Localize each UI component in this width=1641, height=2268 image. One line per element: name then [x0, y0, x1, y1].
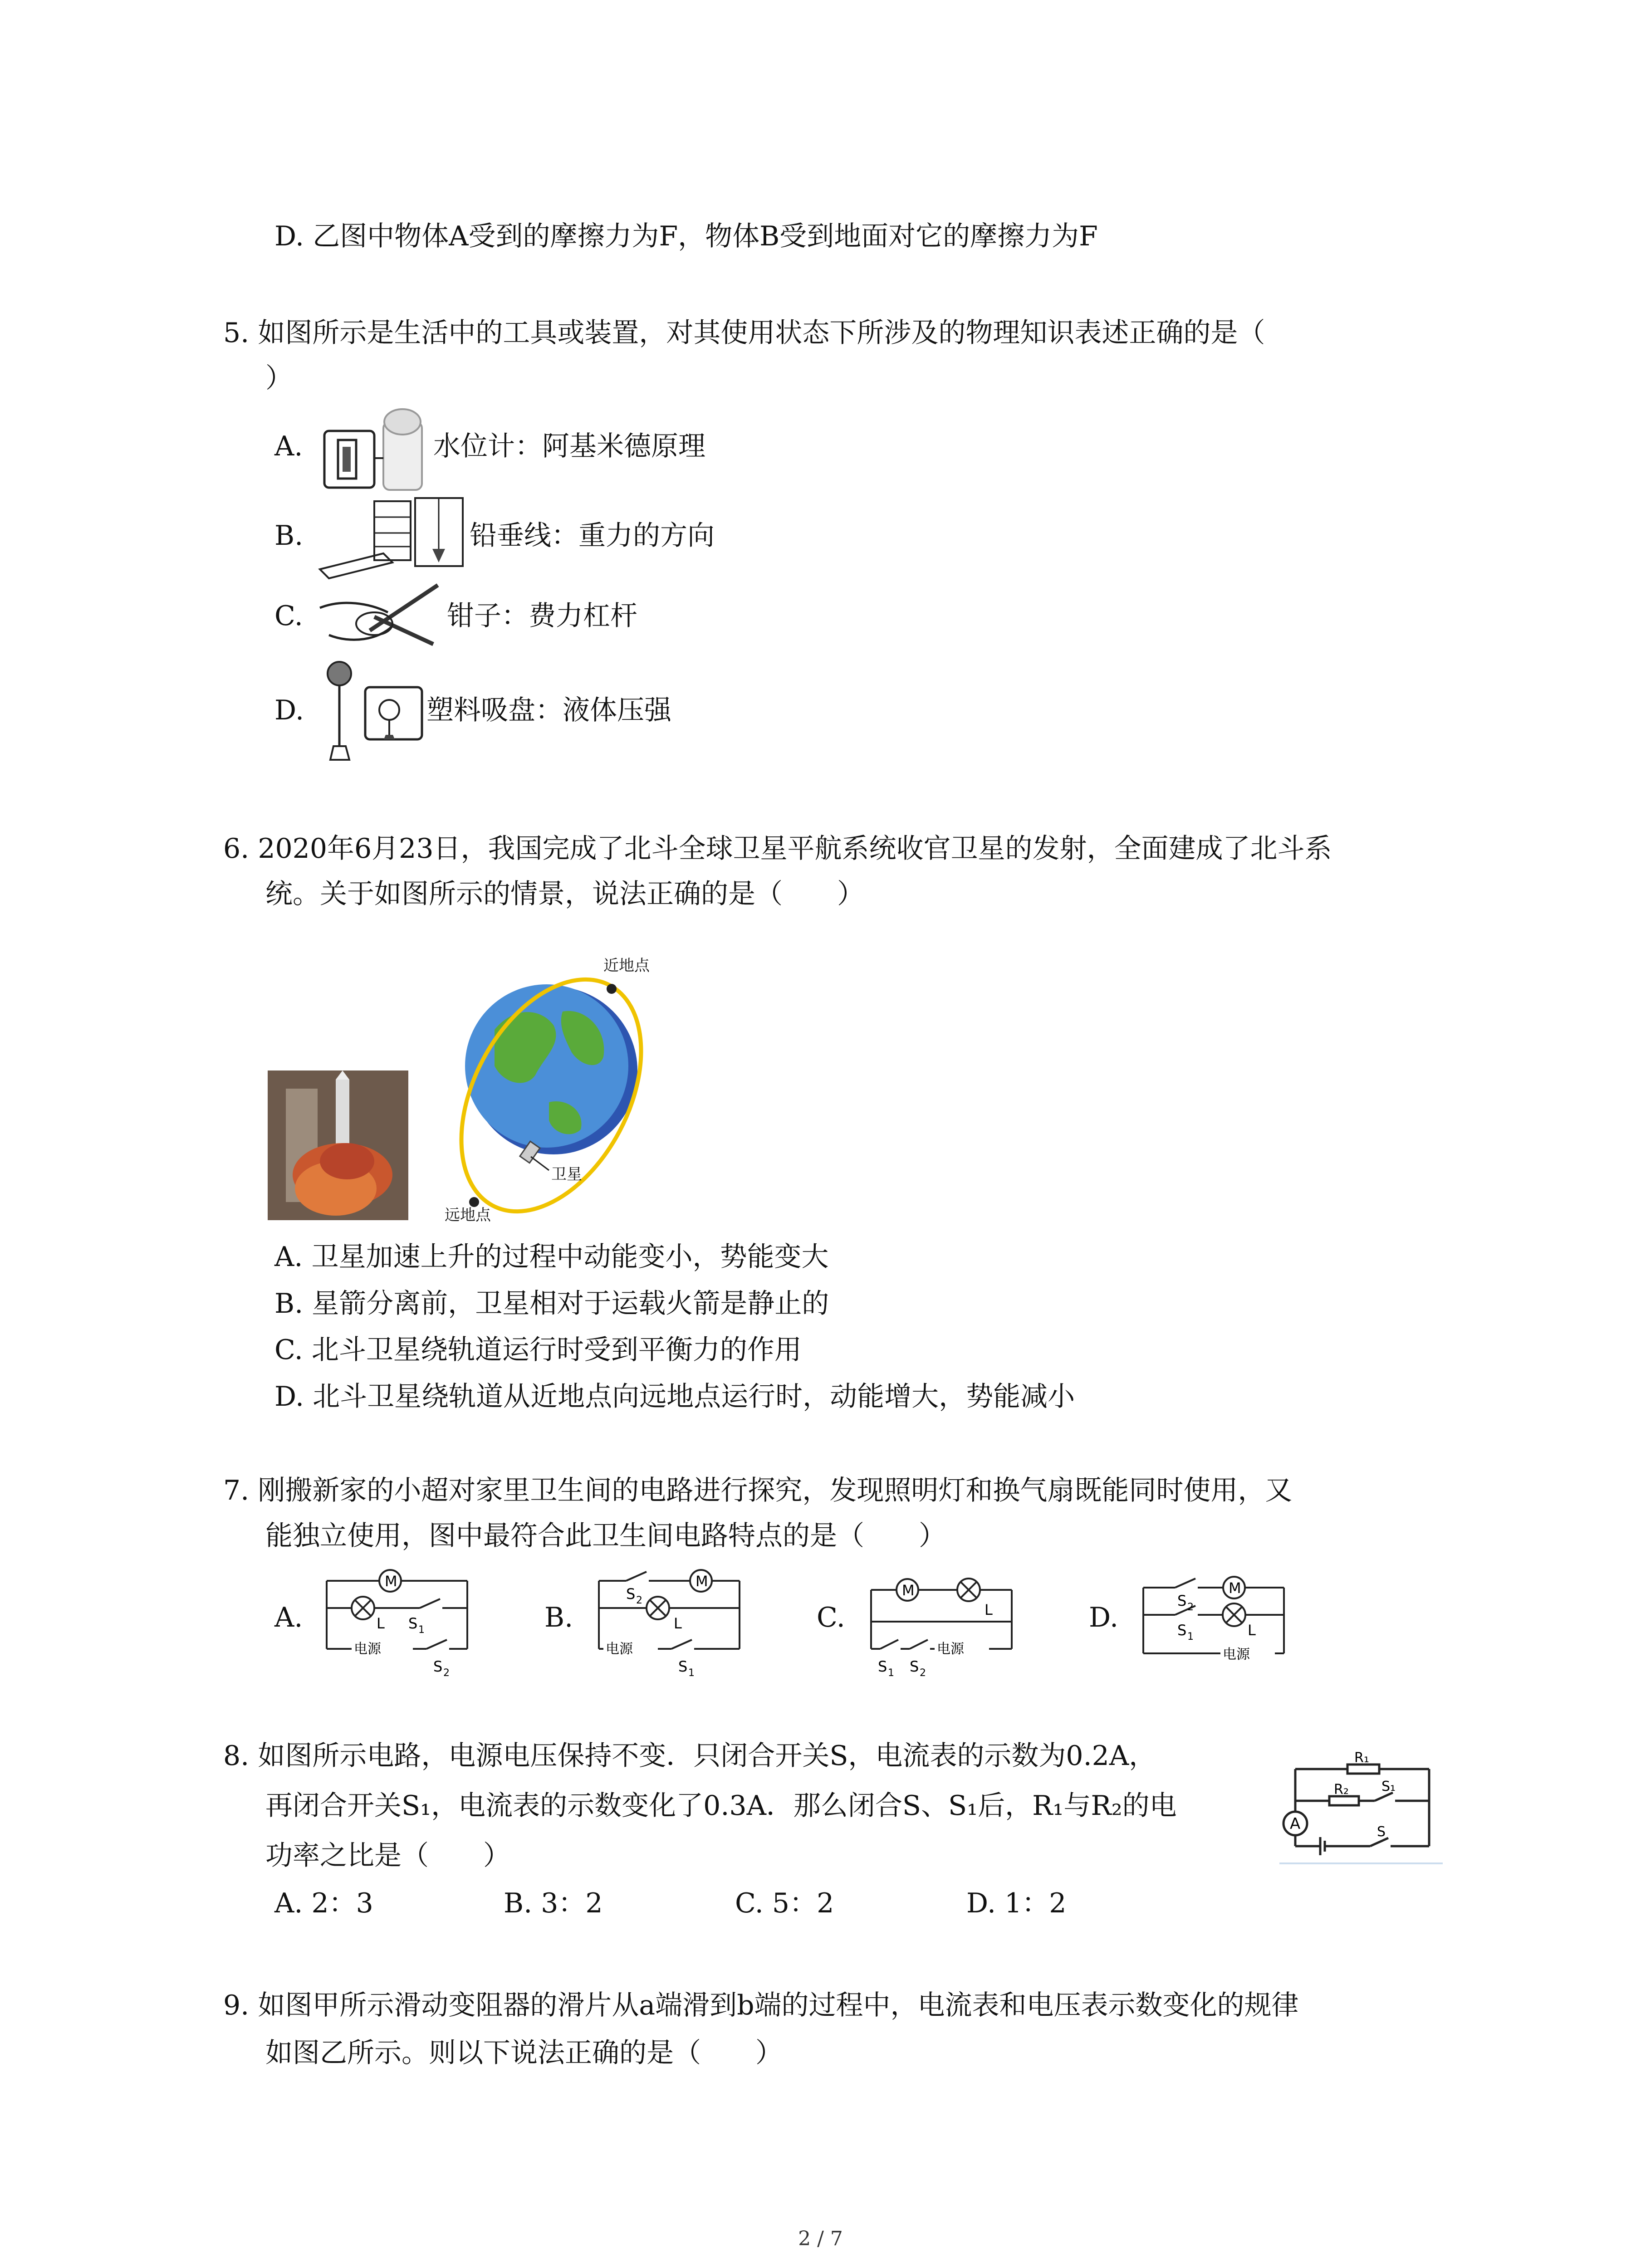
subscript: 1	[1187, 1631, 1194, 1642]
r1-label: R₁	[1354, 1751, 1369, 1766]
motor-label: M	[1229, 1579, 1241, 1597]
switch-label: S	[626, 1585, 636, 1603]
q7-option-d-label: D.	[1089, 1602, 1119, 1633]
lamp-label: L	[377, 1615, 385, 1632]
satellite-orbit-diagram	[436, 957, 690, 1225]
switch-label: S	[433, 1658, 443, 1675]
motor-label: M	[385, 1573, 397, 1590]
page-number: 2 / 7	[798, 2227, 843, 2250]
suction-cup-figure	[318, 655, 426, 769]
q8-stem-line3: 功率之比是（ ）	[265, 1840, 510, 1872]
q5-option-c-text: 钳子：费力杠杆	[447, 600, 637, 632]
q8-stem-line2: 再闭合开关S₁，电流表的示数变化了0.3A．那么闭合S、S₁后，R₁与R₂的电	[265, 1790, 1177, 1822]
q5-option-a-label: A.	[274, 430, 303, 462]
switch-label: S	[878, 1658, 887, 1675]
rocket-launch-photo	[268, 1070, 408, 1220]
power-label: 电源	[937, 1641, 964, 1657]
plumb-line-figure	[315, 494, 470, 581]
q6-stem-line1: 6. 2020年6月23日，我国完成了北斗全球卫星平航系统收官卫星的发射，全面建成了北斗系	[223, 833, 1332, 865]
q5-option-a-text: 水位计：阿基米德原理	[433, 430, 705, 462]
switch-label: S	[408, 1615, 418, 1632]
q6-option-c: C. 北斗卫星绕轨道运行时受到平衡力的作用	[274, 1334, 802, 1366]
q8-option-d: D. 1：2	[966, 1887, 1067, 1919]
q6-stem-line2: 统。关于如图所示的情景，说法正确的是（ ）	[265, 878, 864, 910]
subscript: 1	[418, 1624, 425, 1636]
q9-stem-line1: 9. 如图甲所示滑动变阻器的滑片从a端滑到b端的过程中，电流表和电压表示数变化的规律	[223, 1989, 1299, 2021]
switch-label: S	[1177, 1622, 1187, 1639]
switch-label: S	[910, 1658, 919, 1675]
q4-option-d: D. 乙图中物体A受到的摩擦力为F，物体B受到地面对它的摩擦力为F	[274, 220, 1098, 252]
q5-stem-line2: ）	[265, 362, 293, 394]
q7-circuit-d	[1134, 1563, 1293, 1681]
motor-label: M	[696, 1573, 708, 1590]
q7-circuit-c	[862, 1563, 1021, 1681]
q6-option-b: B. 星箭分离前，卫星相对于运载火箭是静止的	[274, 1288, 829, 1320]
q8-stem-line1: 8. 如图所示电路，电源电压保持不变．只闭合开关S，电流表的示数为0.2A，	[223, 1740, 1156, 1772]
q7-option-c-label: C.	[817, 1602, 845, 1633]
subscript: 2	[443, 1667, 450, 1679]
q6-option-a: A. 卫星加速上升的过程中动能变小，势能变大	[274, 1241, 829, 1273]
satellite-label: 卫星	[551, 1165, 582, 1183]
subscript: 2	[636, 1595, 642, 1606]
lamp-label: L	[1248, 1622, 1256, 1639]
q5-option-b-label: B.	[274, 520, 304, 552]
lamp-label: L	[674, 1615, 682, 1632]
ammeter-label: A	[1290, 1815, 1301, 1833]
q5-option-c-label: C.	[274, 600, 303, 632]
q8-option-b: B. 3：2	[504, 1887, 603, 1919]
power-label: 电源	[354, 1641, 381, 1657]
motor-label: M	[902, 1582, 915, 1599]
q6-option-d: D. 北斗卫星绕轨道从近地点向远地点运行时，动能增大，势能减小	[274, 1381, 1075, 1413]
q9-stem-line2: 如图乙所示。则以下说法正确的是（ ）	[265, 2037, 783, 2069]
subscript: 2	[1187, 1602, 1194, 1613]
q5-option-d-label: D.	[274, 694, 304, 726]
power-label: 电源	[1223, 1647, 1250, 1662]
pliers-figure	[315, 576, 442, 653]
s1-label: S₁	[1381, 1779, 1396, 1794]
switch-label: S	[1177, 1592, 1187, 1609]
r2-label: R₂	[1334, 1782, 1349, 1798]
q7-option-b-label: B.	[544, 1602, 573, 1633]
subscript: 1	[688, 1667, 695, 1679]
subscript: 2	[920, 1667, 926, 1679]
lamp-label: L	[985, 1601, 993, 1618]
perigee-label: 近地点	[603, 957, 650, 975]
q8-circuit-figure	[1279, 1751, 1443, 1864]
q7-stem-line1: 7. 刚搬新家的小超对家里卫生间的电路进行探究，发现照明灯和换气扇既能同时使用，又	[223, 1475, 1293, 1506]
q8-option-c: C. 5：2	[735, 1887, 834, 1919]
s-label: S	[1377, 1824, 1386, 1840]
power-label: 电源	[606, 1641, 633, 1657]
switch-label: S	[678, 1658, 688, 1675]
q7-option-a-label: A.	[274, 1602, 303, 1633]
q5-option-d-text: 塑料吸盘：液体压强	[426, 694, 671, 726]
subscript: 1	[888, 1667, 894, 1679]
apogee-label: 远地点	[445, 1206, 491, 1224]
water-gauge-figure	[320, 404, 433, 494]
q5-stem-line1: 5. 如图所示是生活中的工具或装置，对其使用状态下所涉及的物理知识表述正确的是（	[223, 317, 1265, 349]
q5-option-b-text: 铅垂线：重力的方向	[470, 520, 715, 552]
q8-option-a: A. 2：3	[274, 1887, 373, 1919]
q7-stem-line2: 能独立使用，图中最符合此卫生间电路特点的是（ ）	[265, 1520, 946, 1552]
q7-circuit-b	[590, 1563, 749, 1681]
q7-circuit-a	[318, 1563, 476, 1681]
